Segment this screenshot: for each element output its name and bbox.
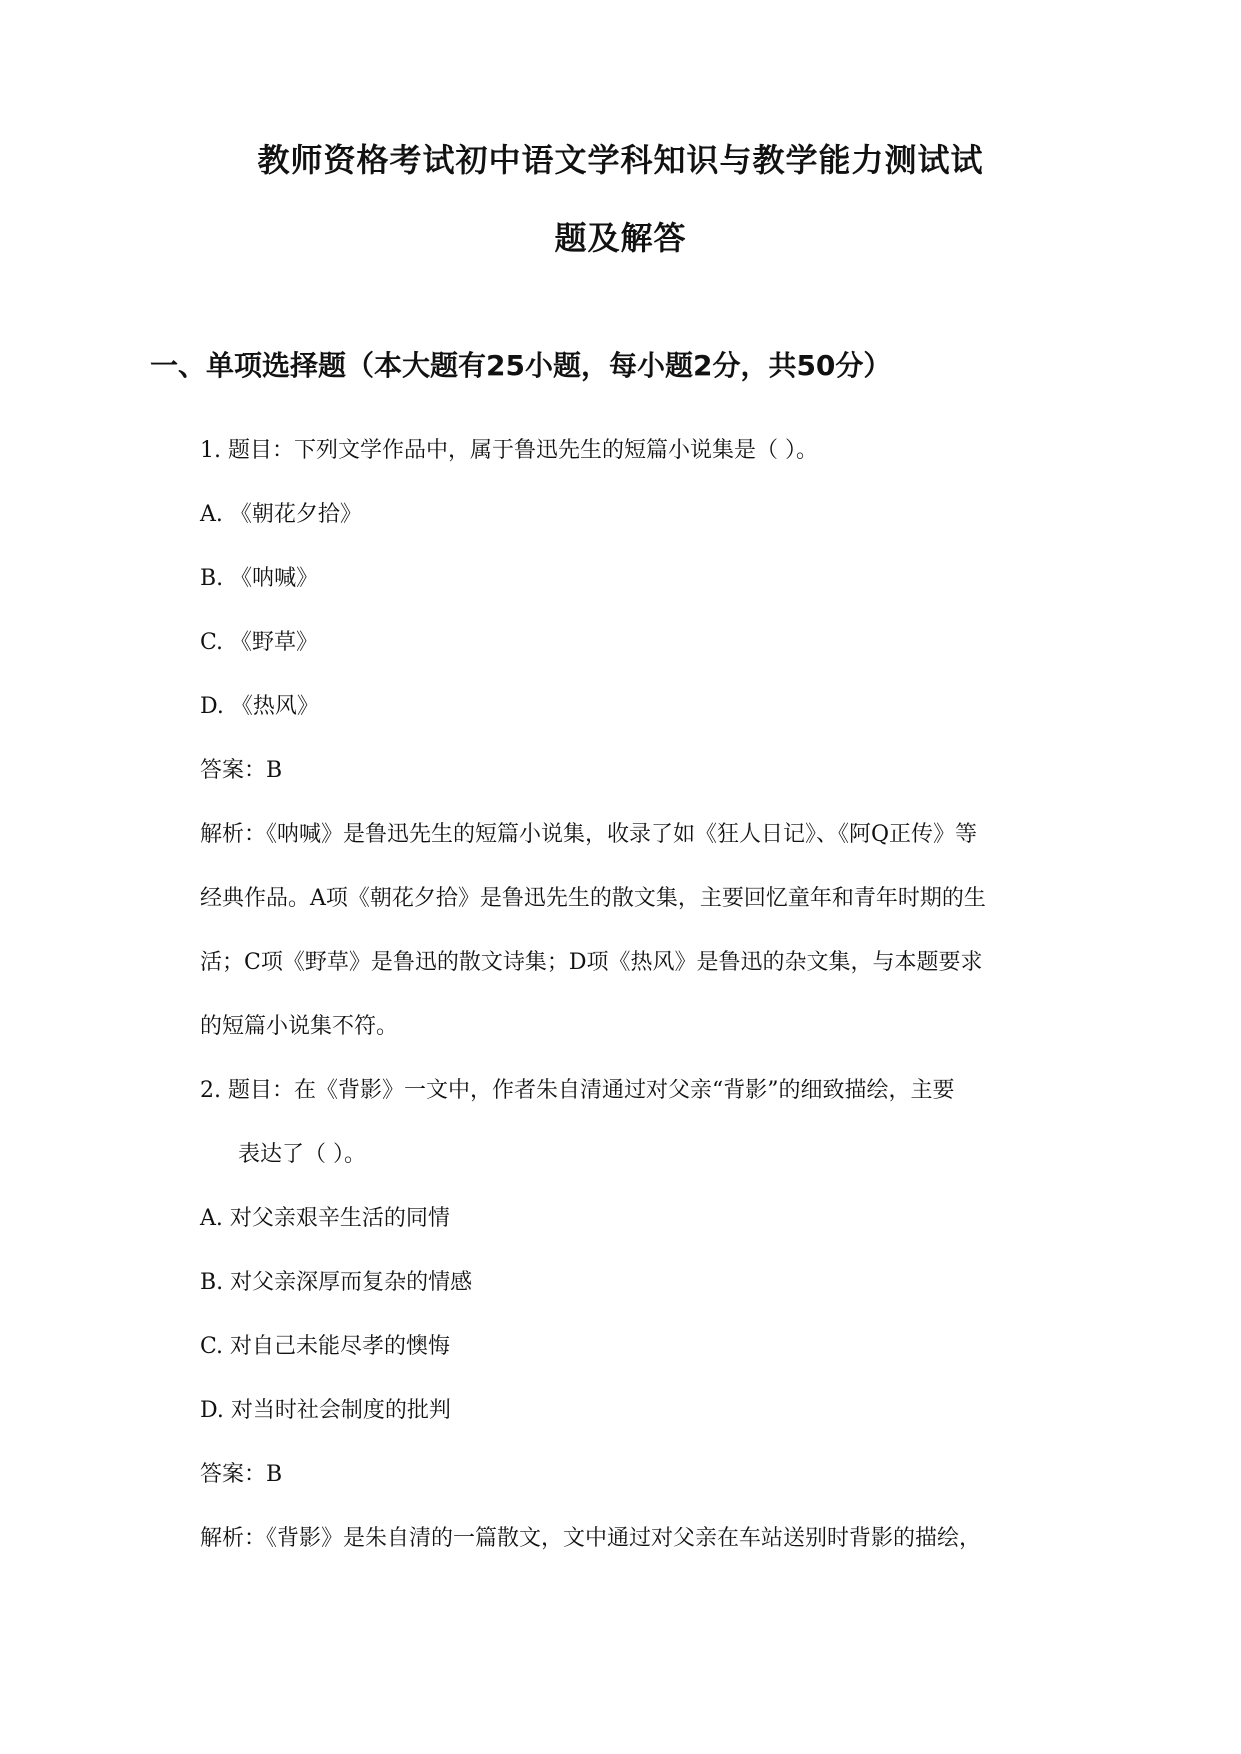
document-title-line-1: 教师资格考试初中语文学科知识与教学能力测试试 xyxy=(257,141,984,179)
question-2-stem-line-1: 2. 题目：在《背影》一文中，作者朱自清通过对父亲“背影”的细致描绘，主要 xyxy=(200,1078,955,1103)
question-1-answer: 答案：B xyxy=(200,758,283,783)
question-2-option-b: B. 对父亲深厚而复杂的情感 xyxy=(200,1270,473,1295)
question-1-analysis-line-1: 解析：《呐喊》是鲁迅先生的短篇小说集，收录了如《狂人日记》、《阿Q正传》等 xyxy=(200,822,978,847)
question-1-analysis-line-4: 的短篇小说集不符。 xyxy=(200,1014,399,1039)
document-title-line-2: 题及解答 xyxy=(554,219,687,257)
question-2-analysis-line-1: 解析：《背影》是朱自清的一篇散文，文中通过对父亲在车站送别时背影的描绘， xyxy=(200,1526,982,1551)
question-2-option-c: C. 对自己未能尽孝的懊悔 xyxy=(200,1334,451,1359)
question-1-option-a: A. 《朝花夕拾》 xyxy=(200,502,362,527)
question-2-option-a: A. 对父亲艰辛生活的同情 xyxy=(200,1206,450,1231)
question-1-analysis-line-2: 经典作品。A项《朝花夕拾》是鲁迅先生的散文集，主要回忆童年和青年时期的生 xyxy=(200,886,986,911)
question-2-stem-line-2: 表达了（ ）。 xyxy=(238,1142,366,1167)
question-1-option-b: B. 《呐喊》 xyxy=(200,566,319,591)
question-2-option-d: D. 对当时社会制度的批判 xyxy=(200,1398,451,1423)
question-1-option-c: C. 《野草》 xyxy=(200,630,319,655)
question-1-option-d: D. 《热风》 xyxy=(200,694,319,719)
question-2-answer: 答案：B xyxy=(200,1462,283,1487)
question-1-analysis-line-3: 活；C项《野草》是鲁迅的散文诗集；D项《热风》是鲁迅的杂文集，与本题要求 xyxy=(200,950,983,975)
section-heading: 一、单项选择题（本大题有25小题，每小题2分，共50分） xyxy=(150,349,892,382)
question-1-stem: 1. 题目：下列文学作品中，属于鲁迅先生的短篇小说集是（ ）。 xyxy=(200,438,818,463)
